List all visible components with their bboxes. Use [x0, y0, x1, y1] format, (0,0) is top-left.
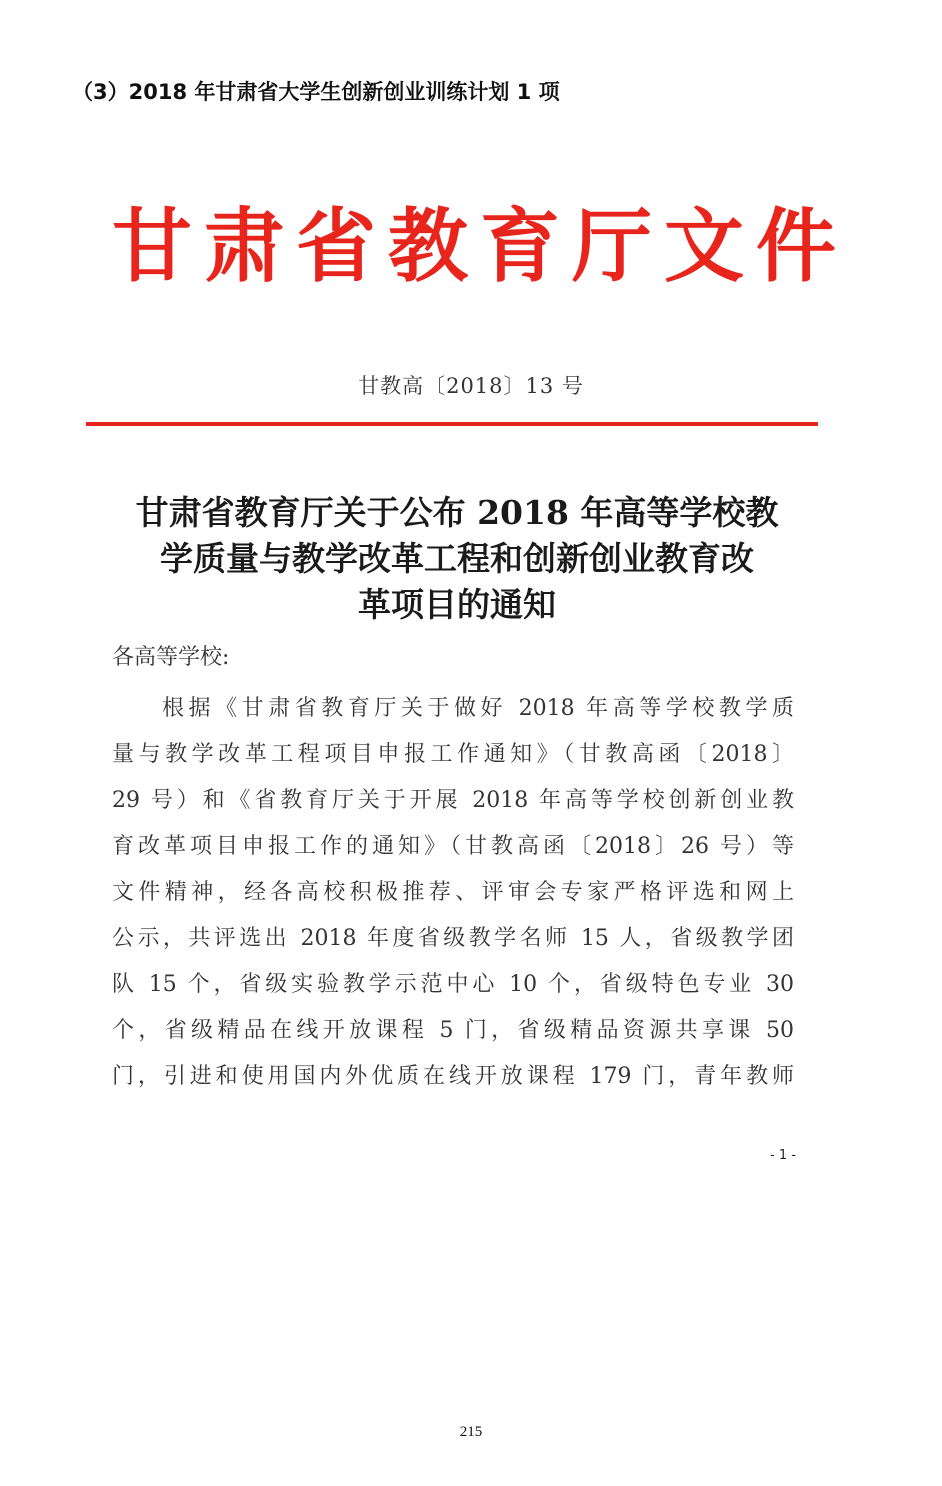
document-title	[100, 490, 814, 628]
body-line: 根据《甘肃省教育厅关于做好 2018 年高等学校教学质	[162, 696, 794, 721]
body-line: 29 号）和《省教育厅关于开展 2018 年高等学校创新创业教	[112, 788, 794, 813]
page-number: 215	[459, 1424, 483, 1440]
body-line: 公示，共评选出 2018 年度省级教学名师 15 人，省级教学团	[112, 926, 794, 951]
title-line: 学质量与教学改革工程和创新创业教育改	[160, 539, 754, 578]
body-line: 量与教学改革工程项目申报工作通知》（甘教高函〔2018〕	[112, 742, 794, 767]
body-line: 育改革项目申报工作的通知》（甘教高函〔2018〕26 号）等	[112, 834, 794, 859]
red-divider-line	[86, 422, 818, 426]
body-line: 队 15 个，省级实验教学示范中心 10 个，省级特色专业 30	[112, 972, 794, 997]
title-line: 革项目的通知	[358, 585, 556, 624]
inner-page-number: - 1 -	[770, 1148, 796, 1163]
body-line: 个，省级精品在线开放课程 5 门，省级精品资源共享课 50	[112, 1018, 794, 1043]
section-heading: （3）2018 年甘肃省大学生创新创业训练计划 1 项	[72, 80, 560, 104]
title-line: 甘肃省教育厅关于公布 2018 年高等学校教	[135, 493, 779, 532]
body-line: 文件精神，经各高校积极推荐、评审会专家严格评选和网上	[112, 880, 794, 905]
body-line: 门，引进和使用国内外优质在线开放课程 179 门，青年教师	[112, 1064, 794, 1089]
document-number: 甘教高〔2018〕13 号	[358, 374, 584, 398]
salutation: 各高等学校:	[112, 645, 230, 670]
document-body	[112, 686, 794, 1100]
document-header: 甘肃省教育厅文件	[112, 199, 848, 293]
